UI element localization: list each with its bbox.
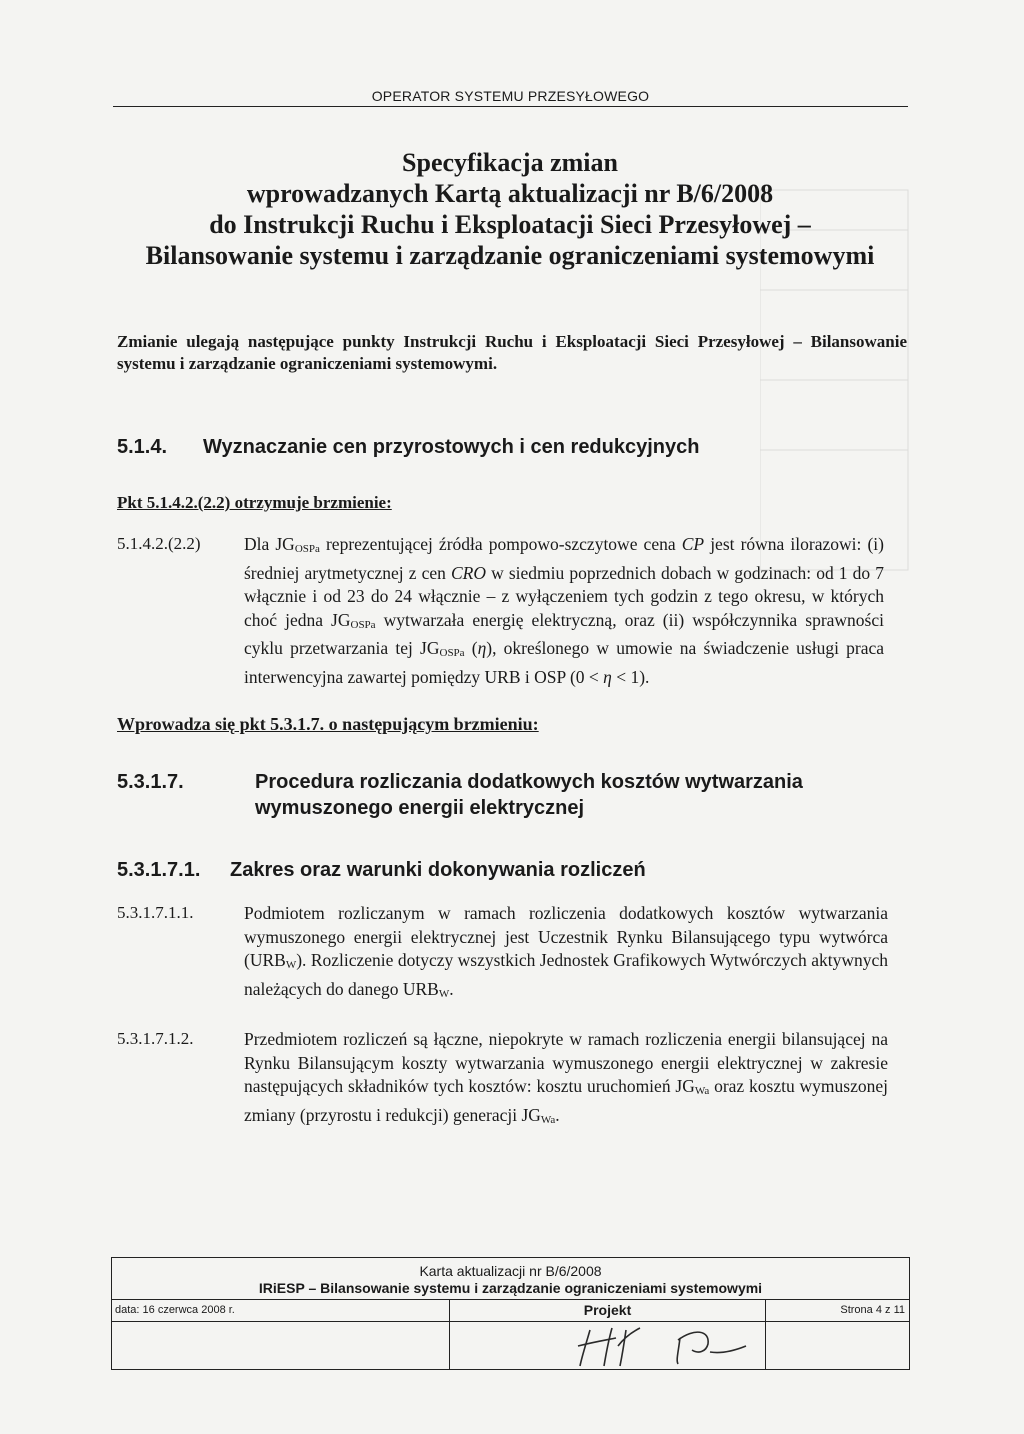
clause-text-part: jest równa ilorazowi: (i) średniej arytmetycznej z cen [244,534,884,583]
clause-text-part: wytwarzała energię elektryczną, oraz (ii) współczynnika sprawności cyklu przetwarzania tej JG [244,609,884,658]
subscript: Wa [540,1113,556,1126]
footer-status: Projekt [450,1300,765,1322]
initials-signature-1 [560,1324,760,1368]
clause-text-531712 [244,1028,888,1132]
clause-text-5142 [244,533,884,689]
footer-page: Strona 4 z 11 [766,1300,909,1322]
clause-text-part: w siedmiu poprzednich dobach w godzinach: od 1 do 7 włącznie i od 23 do 24 włącznie – z wyłączeniem tych godzin z tego okresu, w których choć jedna JG [244,562,885,630]
clause-number-531712: 5.3.1.7.1.2. [117,1029,194,1048]
section-title-5317-line-1: Procedura rozliczania dodatkowych kosztów wytwarzania [255,771,803,793]
header-rule [113,106,908,107]
clause-text-part: Podmiotem rozliczanym w ramach rozliczenia dodatkowych kosztów wytwarzania wymuszonego energii elektrycznej jest Uczestnik Rynku Bilansującego typu wytwórca (URB [244,903,888,970]
section-number-53171: 5.3.1.7.1. [117,859,201,881]
pkt-heading: Pkt 5.1.4.2.(2.2) otrzymuje brzmienie: [117,493,392,512]
clause-text-part: . [555,1104,560,1125]
section-number-514: 5.1.4. [117,436,168,458]
footer-date-cell [112,1300,450,1369]
title-line-1: Specyfikacja zmian [402,148,618,177]
subscript: OSPa [439,647,465,659]
title-line-2: wprowadzanych Kartą aktualizacji nr B/6/2008 [246,179,774,208]
clause-text-part: Przedmiotem rozliczeń są łączne, niepokryte w ramach rozliczenia energii bilansującej na Rynku Bilansującym koszty wytwarzania wymuszonego energii elektrycznej w zakresie następujących składników tych kosztów: kosztu uruchomień JG [244,1029,888,1096]
clause-number-531711: 5.3.1.7.1.1. [117,903,194,922]
subscript: W [438,987,450,1000]
clause-text-part: reprezentującej źródła pompowo-szczytowe cena [319,534,682,554]
symbol-cro: CRO [450,562,486,583]
footer-title [112,1258,909,1300]
section-title-5317-line-2: wymuszonego energii elektrycznej [255,797,584,819]
symbol-cp: CP [681,534,705,554]
clause-number-5142: 5.1.4.2.(2.2) [117,534,201,553]
clause-text-part: ). Rozliczenie dotyczy wszystkich Jednostek Grafikowych Wytwórczych aktywnych należących do danego URB [244,950,888,999]
section-title-514: Wyznaczanie cen przyrostowych i cen redukcyjnych [203,436,700,458]
footer-status-cell [450,1300,766,1369]
subscript: Wa [694,1085,710,1097]
footer-title-line-1: Karta aktualizacji nr B/6/2008 [419,1263,602,1279]
footer-title-line-2: IRiESP – Bilansowanie systemu i zarządzanie ograniczeniami systemowymi [258,1280,763,1296]
wprowadza-heading: Wprowadza się pkt 5.3.1.7. o następującym brzmieniu: [117,714,539,734]
clause-text-part: Dla JG [244,534,295,554]
section-title-5317 [255,769,895,821]
clause-text-part: ( [464,638,478,658]
subscript: OSPa [294,543,320,555]
symbol-eta: η [477,638,487,658]
header-org: OPERATOR SYSTEMU PRZESYŁOWEGO [371,88,650,104]
subscript: W [285,959,297,971]
footer-page-cell [766,1300,909,1369]
intro-paragraph: Zmianie ulegają następujące punkty Instrukcji Ruchu i Eksploatacji Sieci Przesyłowej – Bilansowanie systemu i zarządzanie ograniczeniami systemowymi. [117,332,907,373]
clause-text-part: < 1). [611,666,650,687]
title-line-4: Bilansowanie systemu i zarządzanie ograniczeniami systemowymi [145,241,875,270]
footer-table [111,1257,910,1370]
clause-text-part: oraz kosztu wymuszonej zmiany (przyrostu i redukcji) generacji JG [244,1076,889,1125]
clause-text-part: . [449,978,454,999]
subscript: OSPa [350,618,376,631]
section-title-53171: Zakres oraz warunki dokonywania rozliczeń [230,859,646,881]
section-number-5317: 5.3.1.7. [117,771,184,793]
footer-date: data: 16 czerwca 2008 r. [112,1300,449,1322]
document-title [90,147,930,271]
clause-text-part: ), określonego w umowie na świadczenie usługi praca interwencyjna zawartej pomiędzy URB i OSP (0 < [244,638,884,687]
symbol-eta: η [603,666,612,687]
clause-text-531711 [244,902,888,1006]
title-line-3: do Instrukcji Ruchu i Eksploatacji Sieci Przesyłowej – [209,210,811,239]
